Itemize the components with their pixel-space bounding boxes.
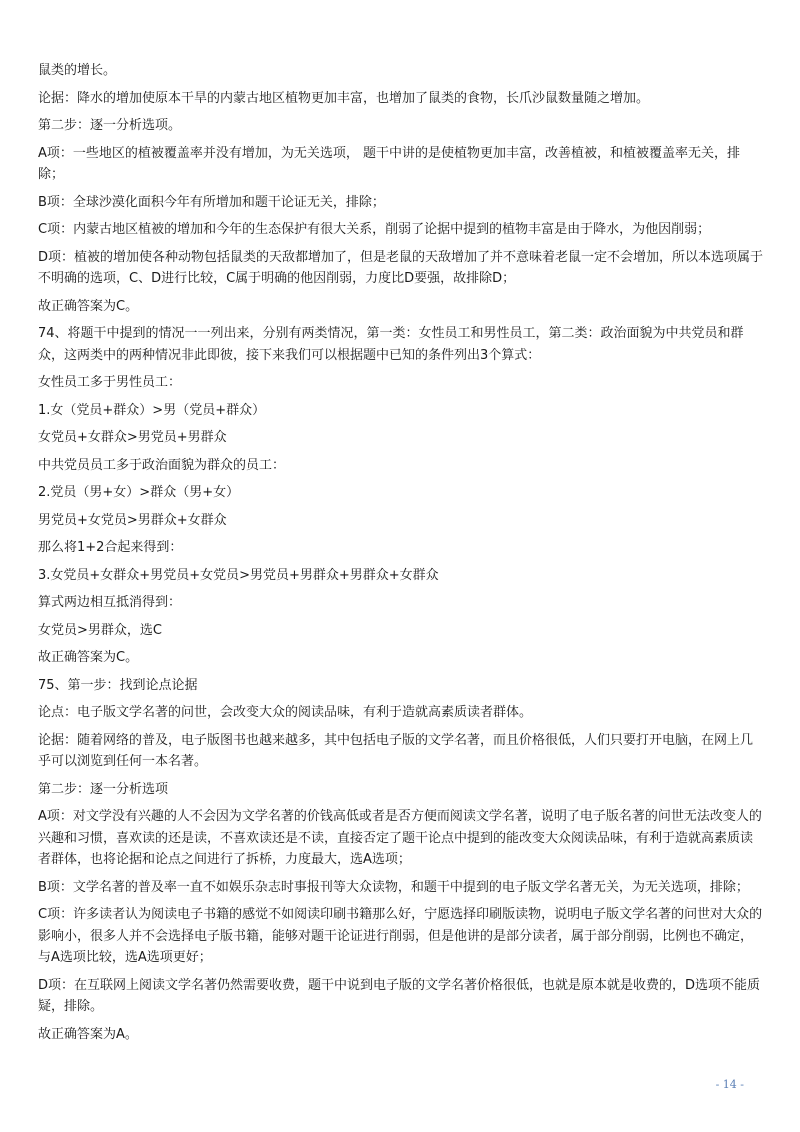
page-number: - 14 -: [715, 1078, 744, 1091]
paragraph: 第二步：逐一分析选项: [38, 781, 169, 797]
paragraph: 女性员工多于男性员工：: [38, 375, 182, 390]
paragraph: D项：在互联网上阅读文学名著仍然需要收费，题干中说到电子版的文学名著价格很低，也就是原本就是收费的，D选项不能质疑，排除。: [38, 977, 761, 1014]
paragraph: A项：对文学没有兴趣的人不会因为文学名著的价钱高低或者是否方便而阅读文学名著，说明了电子版名著的问世无法改变人的兴趣和习惯，喜欢读的还是读，不喜欢读还是不读，直接否定了题干论点中提到的能改变大众阅读品味，有利于造就高素质读者群体，也将论据和论点之间进行了拆桥，力度最大，选A选项；: [38, 809, 762, 867]
paragraph: 3.女党员+女群众+男党员+女党员>男党员+男群众+男群众+女群众: [38, 567, 439, 583]
paragraph: 那么将1+2合起来得到：: [38, 540, 183, 555]
paragraph: 女党员>男群众，选C: [38, 622, 162, 638]
paragraph: B项：全球沙漠化面积今年有所增加和题干论证无关，排除；: [38, 194, 385, 210]
paragraph: 论据：随着网络的普及，电子版图书也越来越多，其中包括电子版的文学名著，而且价格很低，人们只要打开电脑，在网上几乎可以浏览到任何一本名著。: [38, 732, 754, 769]
paragraph: 74、将题干中提到的情况一一列出来，分别有两类情况，第一类：女性员工和男性员工，第二类：政治面貌为中共党员和群众，这两类中的两种情况非此即彼，接下来我们可以根据题中已知的条件列出3个算式：: [38, 326, 744, 363]
document-body: [38, 60, 764, 1051]
paragraph: C项：许多读者认为阅读电子书籍的感觉不如阅读印刷书籍那么好，宁愿选择印刷版读物，说明电子版文学名著的问世对大众的影响小，很多人并不会选择电子版书籍，能够对题干论证进行削弱，但是他讲的是部分读者，属于部分削弱，比例也不确定，与A选项比较，选A选项更好；: [38, 907, 763, 965]
paragraph: 论点：电子版文学名著的问世，会改变大众的阅读品味，有利于造就高素质读者群体。: [38, 705, 533, 720]
paragraph: 男党员+女党员>男群众+女群众: [38, 512, 227, 528]
paragraph: 75、第一步：找到论点论据: [38, 677, 198, 693]
paragraph: 鼠类的增长。: [38, 63, 117, 78]
paragraph: 故正确答案为A。: [38, 1026, 138, 1042]
paragraph: 2.党员（男+女）>群众（男+女）: [38, 485, 240, 500]
paragraph: 中共党员员工多于政治面貌为群众的员工：: [38, 457, 286, 473]
paragraph: C项：内蒙古地区植被的增加和今年的生态保护有很大关系，削弱了论据中提到的植物丰富是由于降水，为他因削弱；: [38, 222, 711, 237]
paragraph: 1.女（党员+群众）>男（党员+群众）: [38, 402, 266, 418]
paragraph: D项：植被的增加使各种动物包括鼠类的天敌都增加了，但是老鼠的天敌增加了并不意味着老鼠一定不会增加，所以本选项属于不明确的选项，C、D进行比较，C属于明确的他因削弱，力度比D要强，故排除D；: [38, 249, 764, 286]
paragraph: 故正确答案为C。: [38, 298, 139, 314]
paragraph: 论据：降水的增加使原本干旱的内蒙古地区植物更加丰富，也增加了鼠类的食物，长爪沙鼠数量随之增加。: [38, 90, 650, 106]
paragraph: B项：文学名著的普及率一直不如娱乐杂志时事报刊等大众读物，和题干中提到的电子版文学名著无关，为无关选项，排除；: [38, 879, 749, 895]
paragraph: 第二步：逐一分析选项。: [38, 118, 182, 133]
paragraph: 女党员+女群众>男党员+男群众: [38, 430, 227, 445]
paragraph: 故正确答案为C。: [38, 650, 139, 665]
paragraph: A项：一些地区的植被覆盖率并没有增加，为无关选项， 题干中讲的是使植物更加丰富，改善植被，和植被覆盖率无关，排除；: [38, 145, 741, 182]
paragraph: 算式两边相互抵消得到：: [38, 595, 182, 610]
